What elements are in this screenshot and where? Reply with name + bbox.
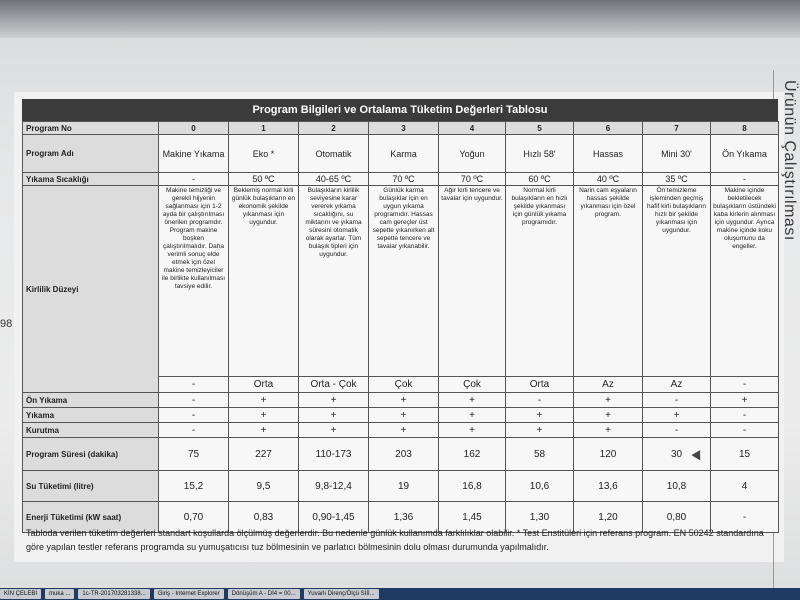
table-cell: +	[299, 423, 369, 438]
table-cell: +	[369, 423, 439, 438]
table-cell: Bulaşıkların kirlilik seviyesine karar vererek yıkama sıcaklığını, su miktarını ve yıkama süresini otomatik olarak ayarlar. Tüm bulaşık tipleri için uygundur.	[299, 186, 369, 377]
table-cell: 227	[229, 438, 299, 471]
table-cell: Beklemiş normal kirli günlük bulaşıkların en ekonomik şekilde yıkanması için uygundur.	[229, 186, 299, 377]
table-cell: 0	[159, 122, 229, 135]
table-cell: 7	[643, 122, 711, 135]
table-cell: 4	[439, 122, 506, 135]
table-cell: +	[229, 408, 299, 423]
table-cell: Çok	[439, 377, 506, 393]
row-label: Enerji Tüketimi (kW saat)	[23, 502, 159, 533]
table-cell: 10,8	[643, 471, 711, 502]
table-row	[23, 135, 779, 173]
table-cell: Yoğun	[439, 135, 506, 173]
table-cell: 15	[711, 438, 779, 471]
table-cell: 0,90-1,45	[299, 502, 369, 533]
table-cell: +	[439, 423, 506, 438]
background-band	[0, 0, 800, 38]
table-title: Program Bilgileri ve Ortalama Tüketim Değerleri Tablosu	[22, 99, 778, 121]
table-cell: Hızlı 58'	[506, 135, 574, 173]
row-label: Kirlilik Düzeyi	[23, 186, 159, 393]
table-cell: Hassas	[574, 135, 643, 173]
table-cell: +	[439, 393, 506, 408]
table-cell: +	[229, 393, 299, 408]
table-cell: +	[506, 408, 574, 423]
table-row	[23, 393, 779, 408]
table-cell: Mini 30'	[643, 135, 711, 173]
table-cell: -	[643, 393, 711, 408]
row-label: Su Tüketimi (litre)	[23, 471, 159, 502]
row-label: Program No	[23, 122, 159, 135]
table-cell: Karma	[369, 135, 439, 173]
table-cell: Az	[643, 377, 711, 393]
table-cell: 0,83	[229, 502, 299, 533]
table-cell: -	[159, 423, 229, 438]
taskbar-item[interactable]: KİN ÇELEBİ	[0, 589, 41, 599]
table-cell: -	[159, 393, 229, 408]
table-cell: 16,8	[439, 471, 506, 502]
table-cell: 75	[159, 438, 229, 471]
table-cell: Makine temizliği ve gerekli hijyenin sağlanması için 1-2 ayda bir çalıştırılması önerilen programdır. Program makine boşken çalıştırılmalıdır. Daha verimli sonuç elde etmek için özel makine temizleyiciler ile birlikte kullanılması tavsiye edilir.	[159, 186, 229, 377]
table-cell: 9,8-12,4	[299, 471, 369, 502]
table-cell: 2	[299, 122, 369, 135]
table-cell: -	[711, 377, 779, 393]
table-cell: 19	[369, 471, 439, 502]
table-cell: -	[643, 423, 711, 438]
footnote: Tabloda verilen tüketim değerleri standart koşullarda ölçülmüş değerlerdir. Bu nedenle günlük kullanımda farklılıklar olabilir. * Test Enstitüleri için referans program. EN 50242 standardına göre yapılan testler referans programda su yumuşatıcısı tuz bölmesinin ve parlatıcı bölmesinin dolu olması durumunda yapılmalıdır.	[26, 528, 764, 552]
table-cell: -	[711, 423, 779, 438]
table-cell: 70 ºC	[369, 173, 439, 186]
table-cell: Eko *	[229, 135, 299, 173]
table-cell: +	[574, 423, 643, 438]
table-cell: 3	[369, 122, 439, 135]
table-cell: 50 ºC	[229, 173, 299, 186]
taskbar-item[interactable]: Dönüşüm A - Dİ4 = 00...	[228, 589, 300, 599]
taskbar-item[interactable]: muka ...	[45, 589, 74, 599]
table-cell: Otomatik	[299, 135, 369, 173]
table-cell: 4	[711, 471, 779, 502]
table-row	[23, 173, 779, 186]
table-cell: 1	[229, 122, 299, 135]
table-cell: +	[574, 393, 643, 408]
page-edge-mark: 98	[0, 318, 13, 330]
table-row	[23, 122, 779, 135]
row-label: Yıkama Sıcaklığı	[23, 173, 159, 186]
table-row	[23, 423, 779, 438]
table-cell: 1,20	[574, 502, 643, 533]
table-cell: 70 ºC	[439, 173, 506, 186]
table-cell: +	[711, 393, 779, 408]
row-label: Ön Yıkama	[23, 393, 159, 408]
table-cell: +	[299, 408, 369, 423]
table-cell: +	[643, 408, 711, 423]
table-cell: 110-173	[299, 438, 369, 471]
table-cell: Orta	[506, 377, 574, 393]
table-cell: 1,30	[506, 502, 574, 533]
table-cell: +	[506, 423, 574, 438]
table-cell: -	[159, 408, 229, 423]
table-cell: 0,80	[643, 502, 711, 533]
table-cell: Az	[574, 377, 643, 393]
row-label: Kurutma	[23, 423, 159, 438]
table-cell: 162	[439, 438, 506, 471]
taskbar	[0, 588, 800, 600]
table-cell: Normal kirli bulaşıkların en hızlı şekilde yıkanması için günlük yıkama programıdır.	[506, 186, 574, 377]
table-cell: 203	[369, 438, 439, 471]
table-cell: Çok	[369, 377, 439, 393]
table-cell: 5	[506, 122, 574, 135]
table-cell: 13,6	[574, 471, 643, 502]
table-cell: 1,45	[439, 502, 506, 533]
table-cell: +	[369, 393, 439, 408]
table-cell: 0,70	[159, 502, 229, 533]
table-cell: 8	[711, 122, 779, 135]
table-cell: Narin cam eşyaların hassas şekilde yıkanması için özel program.	[574, 186, 643, 377]
table-cell: Ön temizleme işleminden geçmiş hafif kirli bulaşıkların hızlı bir şekilde yıkanması için uygundur.	[643, 186, 711, 377]
table-cell: -	[159, 377, 229, 393]
table-cell: 40 ºC	[574, 173, 643, 186]
table-cell: +	[574, 408, 643, 423]
table-row	[23, 438, 779, 471]
taskbar-item[interactable]: Giriş - Internet Explorer	[154, 589, 224, 599]
program-table	[22, 121, 779, 533]
row-label: Program Adı	[23, 135, 159, 173]
table-cell: 30	[643, 438, 711, 471]
table-cell: +	[369, 408, 439, 423]
table-row	[23, 408, 779, 423]
table-cell: Orta - Çok	[299, 377, 369, 393]
table-cell: Ön Yıkama	[711, 135, 779, 173]
side-section-title: Ürünün Çalıştırılması	[781, 80, 798, 241]
table-row	[23, 471, 779, 502]
table-cell: 1,36	[369, 502, 439, 533]
table-cell: -	[711, 502, 779, 533]
table-cell: 10,6	[506, 471, 574, 502]
row-label: Yıkama	[23, 408, 159, 423]
table-cell: -	[711, 173, 779, 186]
row-label: Program Süresi (dakika)	[23, 438, 159, 471]
table-cell: 35 ºC	[643, 173, 711, 186]
table-cell: Makine içinde bekletilecek bulaşıkların üstündeki kaba kirlerin alınması için uygundur. Ayrıca makine içinde koku oluşumunu da engeller.	[711, 186, 779, 377]
table-cell: -	[711, 408, 779, 423]
table-cell: +	[439, 408, 506, 423]
taskbar-item[interactable]: 1c-TR-201703281338...	[78, 589, 149, 599]
table-cell: Ağır kirli tencere ve tavalar için uygundur.	[439, 186, 506, 377]
table-cell: Orta	[229, 377, 299, 393]
taskbar-item[interactable]: Yuvarlı Direnç/Ölçü Sİİİ...	[304, 589, 379, 599]
table-cell: 9,5	[229, 471, 299, 502]
table-row	[23, 186, 779, 377]
table-cell: Günlük karma bulaşıklar için en uygun yıkama programıdır. Hassas cam gereçler üst sepette yıkanırken alt sepette tencere ve tavalar yıkanabilir.	[369, 186, 439, 377]
table-cell: -	[506, 393, 574, 408]
table-cell: +	[299, 393, 369, 408]
table-cell: 40-65 ºC	[299, 173, 369, 186]
table-cell: +	[229, 423, 299, 438]
table-cell: -	[159, 173, 229, 186]
table-cell: 120	[574, 438, 643, 471]
table-cell: 60 ºC	[506, 173, 574, 186]
table-cell: 6	[574, 122, 643, 135]
table-cell: Makine Yıkama	[159, 135, 229, 173]
table-cell: 58	[506, 438, 574, 471]
table-cell: 15,2	[159, 471, 229, 502]
